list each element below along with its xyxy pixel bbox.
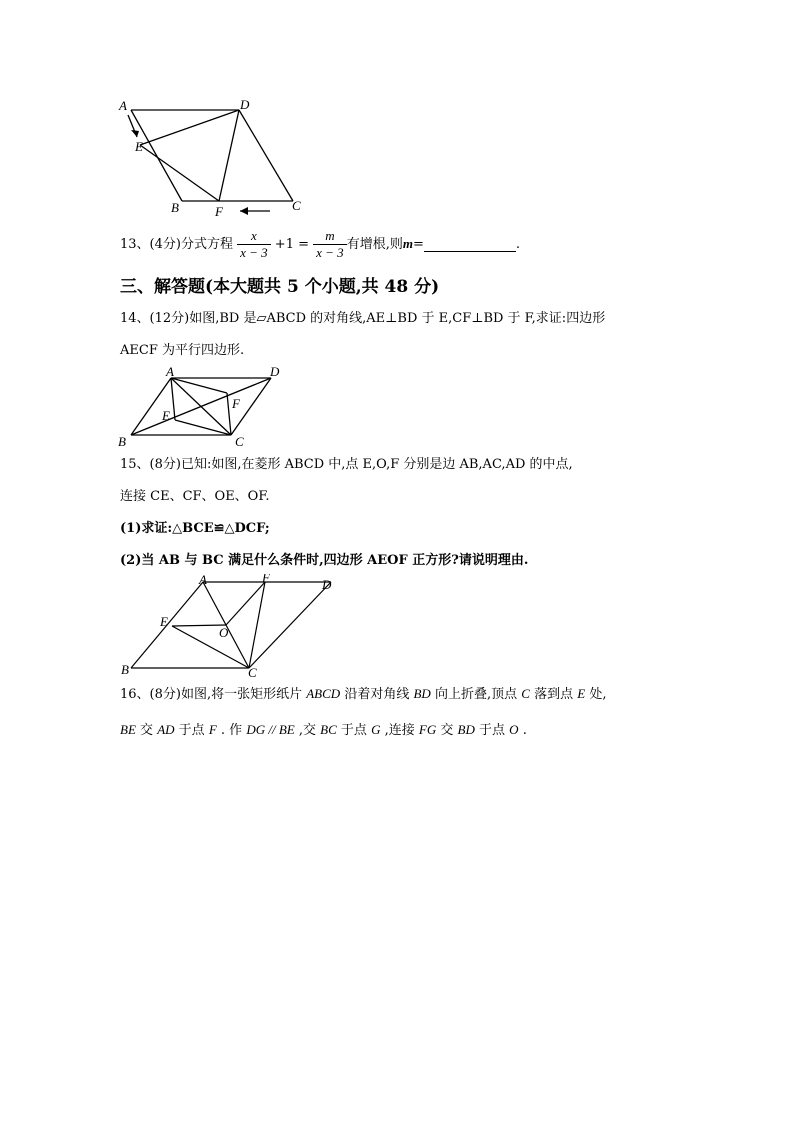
figure-parallelogram-moving-points [115, 95, 315, 220]
segment-fc [227, 393, 231, 435]
section-title: 三、解答题(本大题共 5 个小题,共 48 分) [120, 277, 440, 297]
label-a: A [199, 574, 207, 587]
figure-parallelogram-aecf [115, 363, 290, 448]
label-f: F [215, 204, 223, 219]
question-15-line-2: 连接 CE、CF、OE、OF. [120, 489, 270, 504]
figure-rhombus-midpoints [115, 574, 345, 680]
question-14-line-2: AECF 为平行四边形. [120, 343, 245, 358]
label-c: C [248, 665, 257, 680]
fraction-2: $\frac{m}{x - 3}$ [313, 228, 347, 261]
label-o: O [219, 625, 229, 640]
label-b: B [118, 434, 126, 448]
question-14-line-1: 14、(12分)如图,BD 是▱ABCD 的对角线,AE⊥BD 于 E,CF⊥BD 于 F,求证:四边形 [120, 311, 606, 326]
arrow-head-down [131, 130, 139, 137]
segment-ed [140, 110, 239, 145]
question-15-part-2: (2)当 AB 与 BC 满足什么条件时,四边形 AEOF 正方形?请说明理由. [120, 553, 529, 568]
label-e: E [160, 614, 168, 629]
question-16-line-2: BE 交 AD 于点 F . 作 DG // BE ,交 BC 于点 G ,连接 FG 交 BD 于点 O . [120, 722, 527, 738]
segment-ef [140, 145, 219, 201]
edge-dc [249, 582, 331, 668]
label-f: F [262, 574, 270, 585]
segment-fd [219, 110, 239, 201]
edge-ab [131, 110, 182, 201]
label-e: E [135, 139, 143, 154]
question-13: 13、(4分)分式方程 $\frac{x}{x - 3}$ +1 = $\frac{m}{x - 3}$ 有增根,则m= . [120, 228, 520, 260]
segment-oe [172, 625, 226, 626]
edge-dc [239, 110, 293, 201]
label-c: C [235, 434, 244, 448]
segment-of [226, 582, 265, 625]
question-16-line-1: 16、(8分)如图,将一张矩形纸片 ABCD 沿着对角线 BD 向上折叠,顶点 C 落到点 E 处, [120, 686, 607, 702]
fraction-1: $\frac{x}{x - 3}$ [237, 228, 271, 261]
label-c: C [292, 198, 301, 213]
label-a: A [166, 364, 174, 379]
answer-blank[interactable] [424, 237, 516, 252]
label-d: D [322, 577, 332, 592]
segment-ae [171, 378, 175, 420]
label-a: A [119, 98, 127, 113]
question-15-part-1: (1)求证:△BCE≌△DCF; [120, 521, 270, 536]
label-b: B [121, 662, 129, 677]
label-f: F [232, 396, 240, 411]
question-15-line-1: 15、(8分)已知:如图,在菱形 ABCD 中,点 E,O,F 分别是边 AB,AC,AD 的中点, [120, 457, 573, 472]
segment-cf [249, 582, 265, 668]
label-b: B [171, 200, 179, 215]
label-e: E [162, 408, 170, 423]
label-d: D [240, 97, 250, 112]
arrow-head-left [240, 207, 248, 215]
label-d: D [270, 364, 280, 379]
